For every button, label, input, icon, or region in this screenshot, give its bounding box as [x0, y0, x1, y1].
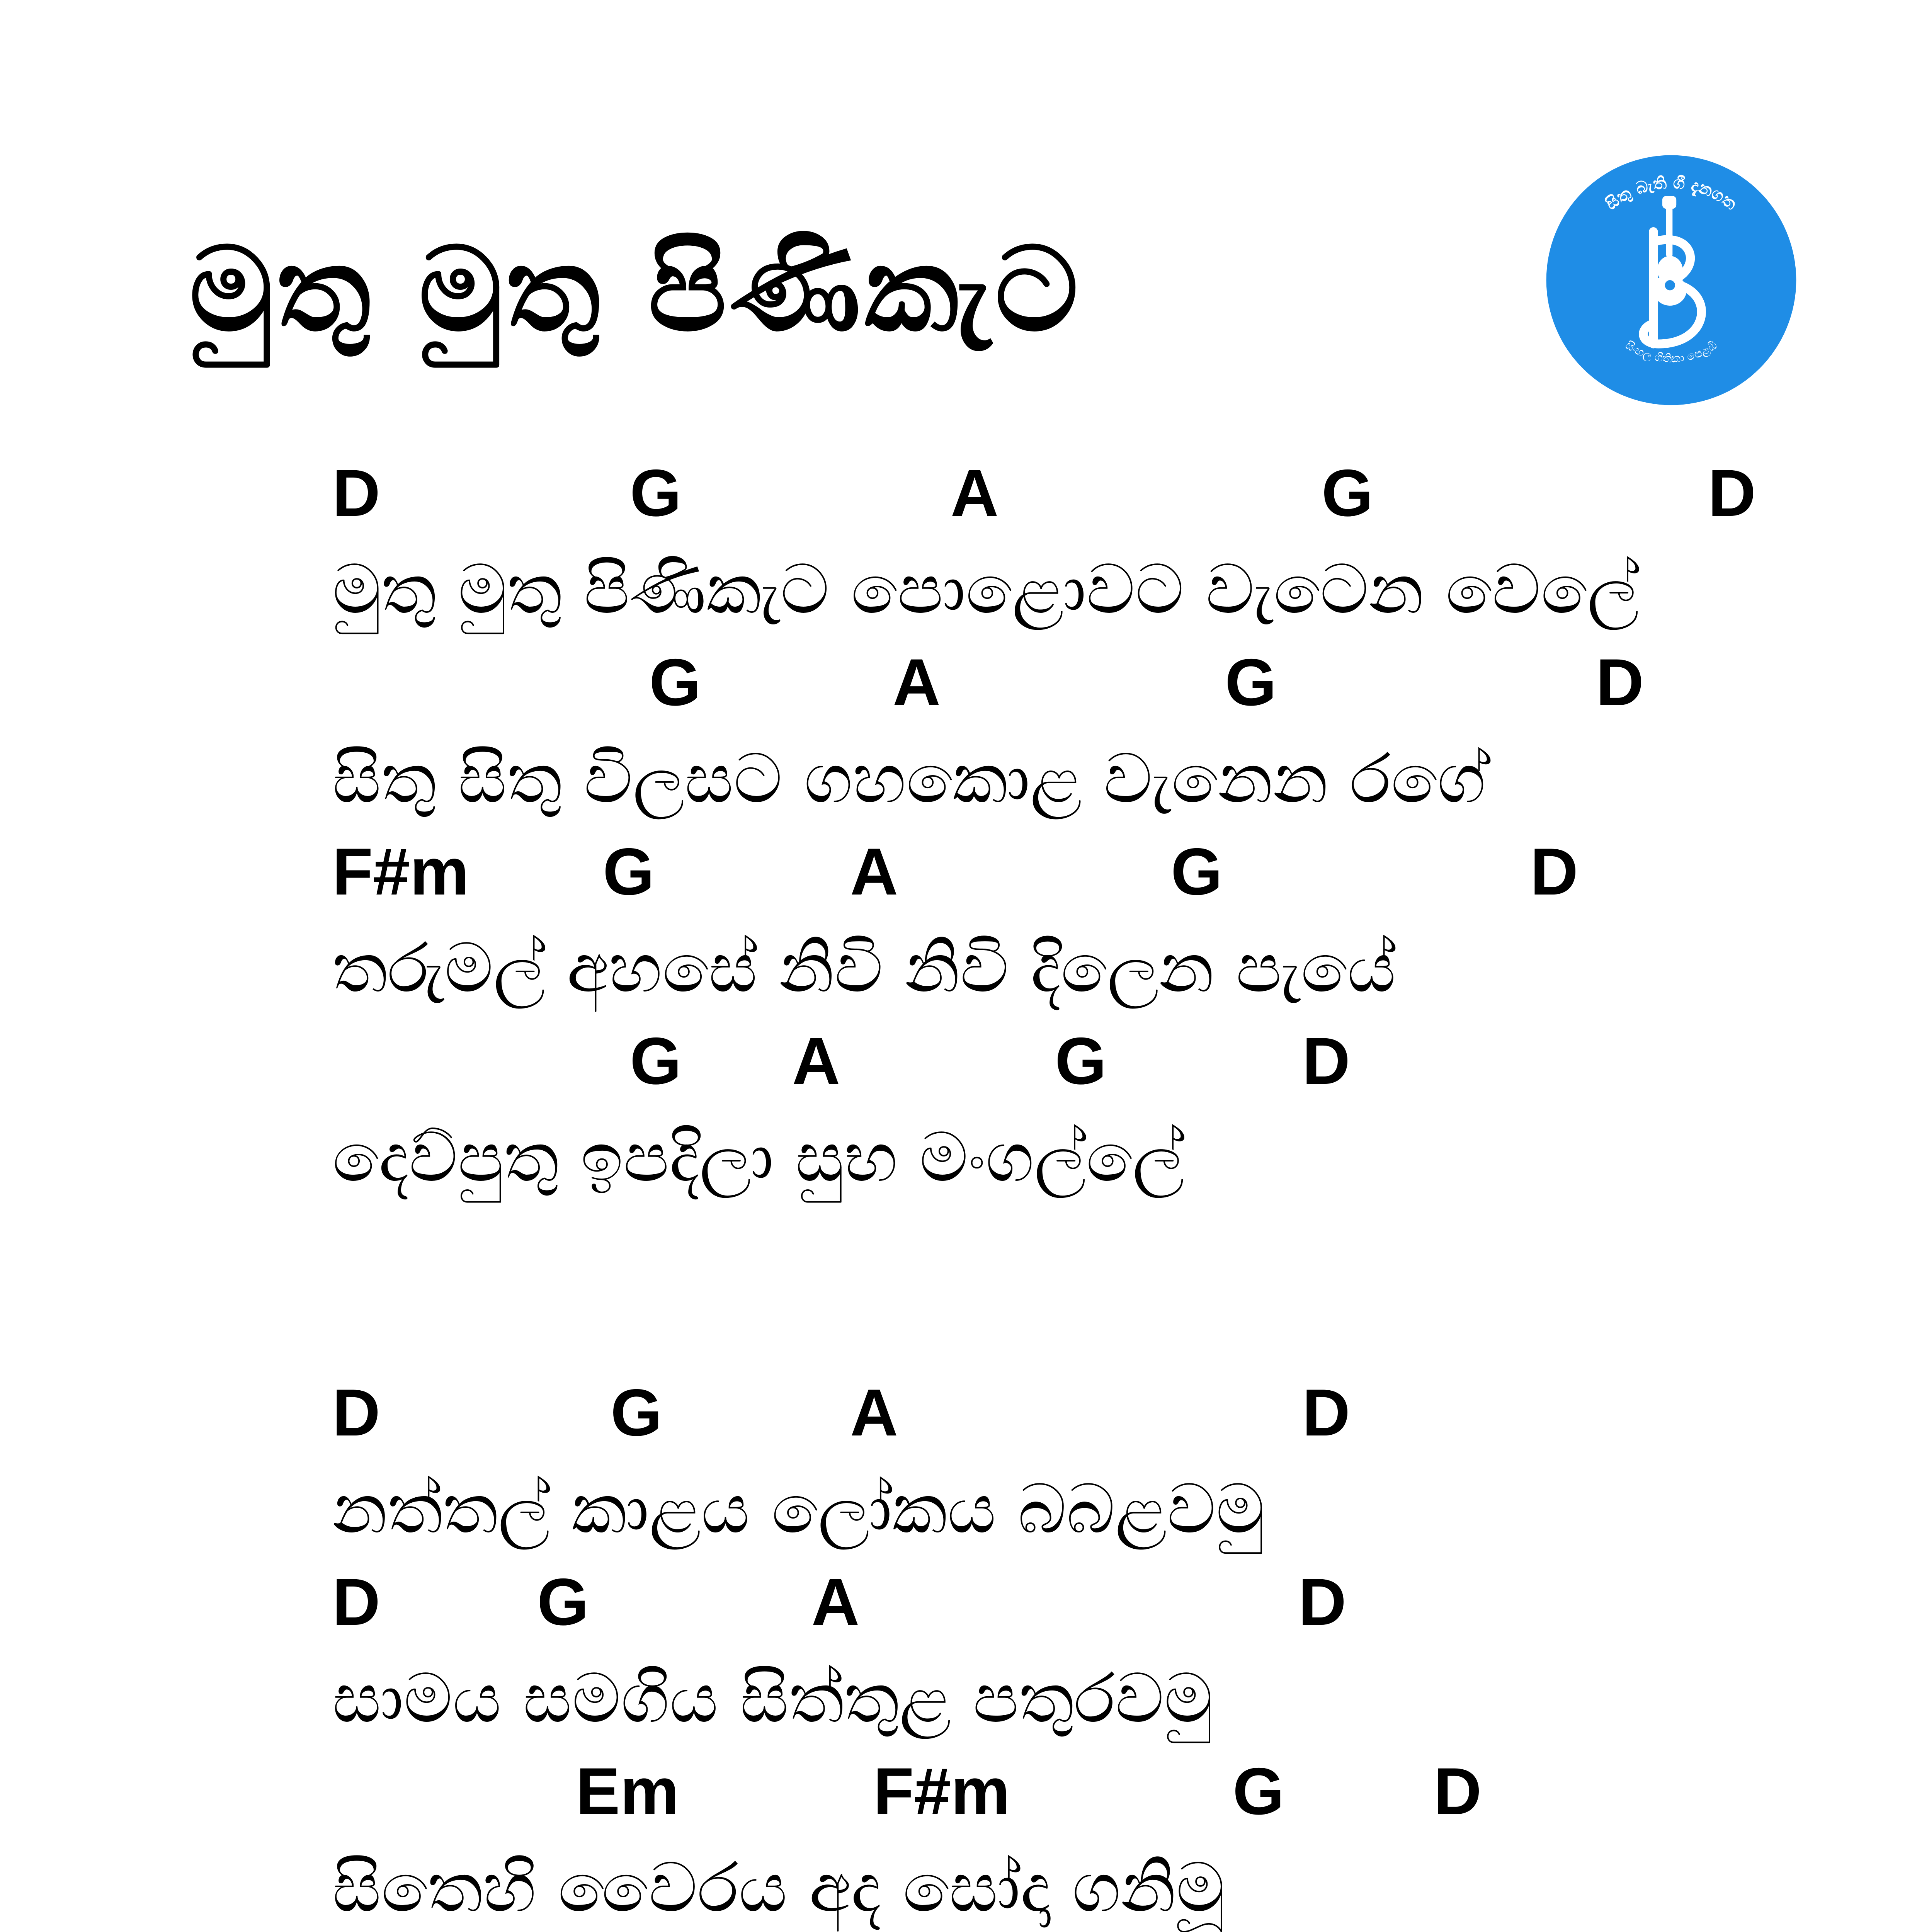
lyric-line: මුතු මුතු පිණිකැට පොළොවට වැටෙන වෙලේ: [332, 550, 1639, 629]
chord-line: [332, 835, 1839, 929]
chord-line: [332, 1376, 1839, 1470]
chord: A: [792, 1024, 840, 1098]
chord: G: [649, 645, 701, 719]
guitar-logo-icon: [1544, 153, 1799, 408]
line-pair: [332, 645, 1839, 838]
chord: G: [1233, 1754, 1284, 1828]
chord: D: [1298, 1565, 1347, 1639]
line-pair: [332, 1565, 1839, 1758]
chord: G: [630, 456, 682, 530]
chord-line: [332, 1565, 1839, 1660]
chord: D: [1530, 835, 1579, 909]
chord: D: [1302, 1024, 1351, 1098]
lyric-line: සිතෙහි වෛරය අද සෝදා ගනිමූ: [332, 1848, 1225, 1927]
chord: G: [1322, 456, 1373, 530]
chord: G: [1225, 645, 1277, 719]
lyric-line: තරුමල් අහසේ නිවි නිවි දිලෙන පැයේ: [332, 929, 1396, 1008]
chord: D: [332, 1376, 381, 1450]
lyric-line: දෙව්පුතු ඉපදිලා සුභ මංගල්ලේ: [332, 1118, 1184, 1197]
chord: D: [332, 1565, 381, 1639]
chord: F#m: [873, 1754, 1010, 1828]
stanza-1: [332, 456, 1839, 1217]
chord: A: [850, 1376, 898, 1450]
chord: A: [850, 835, 898, 909]
chord-line: [332, 645, 1839, 740]
chord: D: [332, 456, 381, 530]
stanza-2: [332, 1376, 1839, 1932]
chord: D: [1708, 456, 1756, 530]
chord-line: [332, 1024, 1839, 1119]
chord: G: [630, 1024, 682, 1098]
chord: A: [811, 1565, 860, 1639]
chord: G: [537, 1565, 589, 1639]
logo-top-text: සිතු බැති ගී දැනගත: [1602, 173, 1740, 214]
line-pair: [332, 1754, 1839, 1932]
chord: G: [1171, 835, 1223, 909]
line-pair: [332, 1024, 1839, 1217]
logo-bottom-text: සිංහල ගීතිකා පෙළඹි: [1623, 338, 1720, 366]
song-title: මුතු මුතු පිණිකැට: [189, 222, 1082, 357]
chord: G: [603, 835, 655, 909]
chord: D: [1434, 1754, 1482, 1828]
chord-line: [332, 456, 1839, 551]
line-pair: [332, 456, 1839, 649]
chord: G: [1055, 1024, 1107, 1098]
chord: D: [1596, 645, 1644, 719]
chord: G: [611, 1376, 662, 1450]
lyric-line: සාමය සමගිය සිත්තුළ පතුරවමු: [332, 1659, 1213, 1738]
line-pair: [332, 835, 1839, 1028]
chord: Em: [576, 1754, 679, 1828]
logo: [1544, 153, 1799, 408]
chord: A: [893, 645, 941, 719]
chord: F#m: [332, 835, 469, 909]
line-pair: [332, 1376, 1839, 1569]
chord-line: [332, 1754, 1839, 1849]
chord: A: [951, 456, 999, 530]
lyric-line: සිතු සිතු විලසට ගහකොළ වැනෙන රගේ: [332, 739, 1486, 818]
chord: D: [1302, 1376, 1351, 1450]
lyric-line: නත්තල් කාළය ලෝකය බබළවමු: [332, 1469, 1265, 1549]
